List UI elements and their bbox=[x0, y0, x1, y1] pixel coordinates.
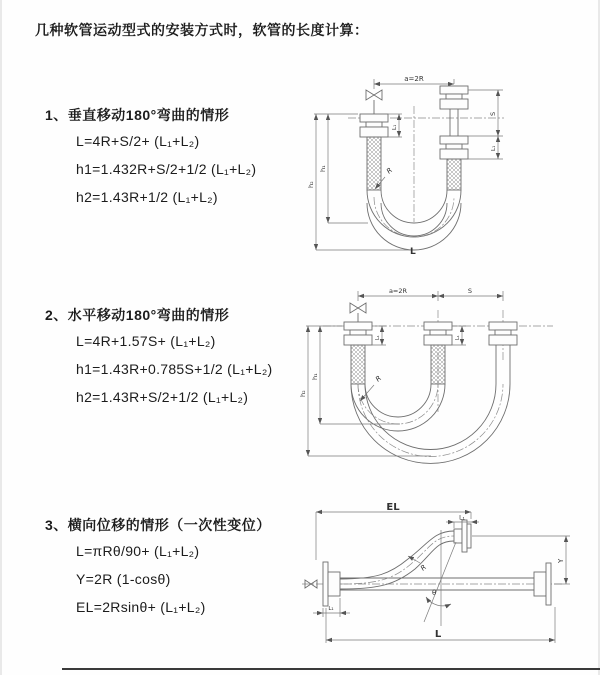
dim-label-l1: L₁ bbox=[459, 514, 465, 522]
radius-label: R bbox=[374, 374, 384, 384]
formula-line: h1=1.43R+0.785S+1/2 (L₁+L₂) bbox=[76, 361, 273, 377]
braided-hose-section bbox=[447, 159, 461, 190]
section-2-heading: 2、水平移动180°弯曲的情形 bbox=[45, 307, 230, 323]
dim-label-h1: h₁ bbox=[319, 165, 327, 172]
section-3-heading: 3、横向位移的情形（一次性变位） bbox=[45, 517, 271, 533]
dim-label-s: S bbox=[489, 111, 497, 116]
dim-label-h2: h₂ bbox=[299, 390, 307, 397]
dim-label-l1: L₁ bbox=[375, 335, 381, 340]
left-flange bbox=[323, 562, 340, 606]
diagram-vertical-bend bbox=[302, 70, 584, 256]
dimension-s bbox=[468, 90, 503, 136]
dim-label-l: L bbox=[434, 629, 442, 640]
dim-label-l1: L₁ bbox=[392, 124, 398, 130]
dim-label-l1: L₁ bbox=[328, 606, 334, 612]
dim-label-y: Y bbox=[557, 558, 565, 563]
dimension-l1-bottom bbox=[313, 598, 350, 617]
formula-line: h1=1.432R+S/2+1/2 (L₁+L₂) bbox=[76, 161, 257, 177]
dim-label-h2: h₂ bbox=[307, 181, 315, 188]
dim-label-el: EL bbox=[386, 502, 400, 513]
formula-line: EL=2Rsinθ+ (L₁+L₂) bbox=[76, 599, 206, 615]
dimension-h2 bbox=[307, 114, 412, 250]
middle-pipe-fitting bbox=[424, 322, 452, 384]
formula-line: L=4R+S/2+ (L₁+L₂) bbox=[76, 133, 200, 149]
radius-label: R bbox=[419, 563, 429, 573]
dimension-a2r bbox=[358, 287, 438, 301]
page-title: 几种软管运动型式的安装方式时，软管的长度计算： bbox=[35, 22, 369, 38]
braided-hose-section bbox=[367, 137, 381, 190]
diagram-horizontal-bend bbox=[298, 282, 590, 466]
dimension-y bbox=[472, 536, 570, 584]
dim-label-l1: L₁ bbox=[491, 145, 497, 151]
formula-line: Y=2R (1-cosθ) bbox=[76, 571, 171, 587]
valve-icon bbox=[366, 90, 382, 114]
right-pipe-fittings bbox=[440, 86, 468, 190]
offset-hose-curve bbox=[340, 531, 454, 589]
page-bottom-rule bbox=[62, 668, 600, 670]
dim-label-l1: L₁ bbox=[455, 335, 461, 340]
dimension-l bbox=[326, 607, 555, 643]
dimension-el bbox=[316, 502, 471, 560]
left-pipe-fitting bbox=[344, 322, 372, 384]
dim-label-h1: h₁ bbox=[311, 373, 319, 380]
diagram-lateral-offset bbox=[296, 500, 598, 656]
dimension-s bbox=[438, 287, 503, 301]
braided-hose-section bbox=[431, 345, 445, 384]
length-label: L bbox=[410, 247, 416, 256]
formula-line: h2=1.43R+S/2+1/2 (L₁+L₂) bbox=[76, 389, 249, 405]
angle-label: θ bbox=[432, 589, 437, 597]
dim-label-a2r: a=2R bbox=[388, 287, 408, 295]
formula-line: L=4R+1.57S+ (L₁+L₂) bbox=[76, 333, 216, 349]
scan-edge-left bbox=[0, 0, 2, 675]
dim-label-s: S bbox=[467, 287, 473, 295]
right-flange bbox=[534, 563, 551, 605]
radius-label: R bbox=[385, 166, 395, 176]
formula-line: L=πRθ/90+ (L₁+L₂) bbox=[76, 543, 200, 559]
formula-line: h2=1.43R+1/2 (L₁+L₂) bbox=[76, 189, 218, 205]
braided-hose-section bbox=[351, 345, 365, 384]
valve-icon bbox=[350, 303, 366, 322]
section-1-heading: 1、垂直移动180°弯曲的情形 bbox=[45, 107, 230, 123]
dim-label-a2r: a=2R bbox=[404, 75, 424, 83]
upper-flange bbox=[454, 520, 471, 552]
